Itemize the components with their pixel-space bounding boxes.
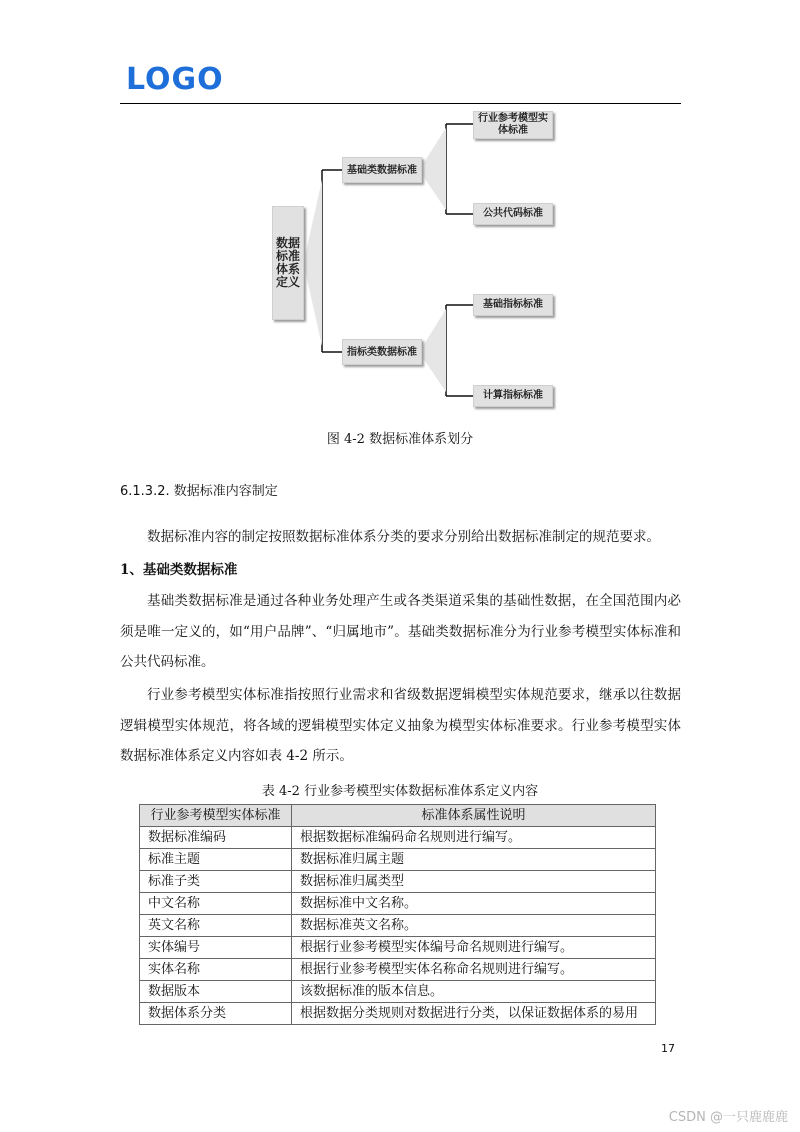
table-row — [140, 981, 656, 1003]
table-cell: 英文名称 — [140, 915, 292, 937]
table-cell: 标准子类 — [140, 871, 292, 893]
section-heading: 6.1.3.2. 数据标准内容制定 — [120, 484, 278, 499]
table-cell: 实体名称 — [140, 959, 292, 981]
standard-definition-table — [139, 804, 656, 1025]
table-header-cell: 标准体系属性说明 — [292, 805, 656, 827]
table-row — [140, 849, 656, 871]
intro-paragraph: 数据标准内容的制定按照数据标准体系分类的要求分别给出数据标准制定的规范要求。 — [147, 529, 660, 545]
table-cell: 根据数据标准编码命名规则进行编写。 — [292, 827, 656, 849]
figure-caption: 图 4-2 数据标准体系划分 — [326, 432, 474, 447]
table-cell: 根据行业参考模型实体名称命名规则进行编写。 — [292, 959, 656, 981]
table-cell: 标准主题 — [140, 849, 292, 871]
table-cell: 根据数据分类规则对数据进行分类，以保证数据体系的易用 — [292, 1003, 656, 1025]
table-cell: 数据标准编码 — [140, 827, 292, 849]
logo: LOGO — [126, 62, 224, 97]
table-row — [140, 959, 656, 981]
table-row — [140, 871, 656, 893]
diagram-connectors — [0, 0, 800, 430]
table-cell: 数据标准中文名称。 — [292, 893, 656, 915]
diagram-root-node: 数据标准体系定义 — [272, 206, 304, 320]
table-caption: 表 4-2 行业参考模型实体数据标准体系定义内容 — [261, 784, 539, 799]
table-row — [140, 1003, 656, 1025]
diagram-branch-indicator: 指标类数据标准 — [342, 339, 422, 365]
standard-hierarchy-diagram — [0, 0, 800, 430]
table-cell: 实体编号 — [140, 937, 292, 959]
table-row — [140, 893, 656, 915]
table-header-row — [140, 805, 656, 827]
industry-model-paragraph: 行业参考模型实体标准指按照行业需求和省级数据逻辑模型实体规范要求，继承以往数据逻辑模型实体规范，将各域的逻辑模型实体定义抽象为模型实体标准要求。行业参考模型实体数据标准体系定义内容如表 4-2 所示。 — [120, 687, 681, 764]
table-cell: 数据体系分类 — [140, 1003, 292, 1025]
diagram-leaf-public-code: 公共代码标准 — [473, 203, 553, 225]
diagram-leaf-basic-indicator: 基础指标标准 — [473, 294, 553, 316]
page-number: 17 — [661, 1042, 675, 1055]
table-cell: 中文名称 — [140, 893, 292, 915]
table-row — [140, 827, 656, 849]
table-cell: 该数据标准的版本信息。 — [292, 981, 656, 1003]
subsection-heading: 1、基础类数据标准 — [120, 562, 238, 578]
watermark: CSDN @一只鹿鹿鹿 — [668, 1110, 788, 1125]
table-row — [140, 915, 656, 937]
table-cell: 数据版本 — [140, 981, 292, 1003]
diagram-branch-basic: 基础类数据标准 — [342, 157, 422, 183]
basic-standard-paragraph: 基础类数据标准是通过各种业务处理产生或各类渠道采集的基础性数据，在全国范围内必须是唯一定义的，如“用户品牌”、“归属地市”。基础类数据标准分为行业参考模型实体标准和公共代码标准。 — [120, 593, 681, 670]
table-row — [140, 937, 656, 959]
diagram-leaf-calc-indicator: 计算指标标准 — [473, 385, 553, 407]
table-cell: 数据标准英文名称。 — [292, 915, 656, 937]
table-cell: 数据标准归属类型 — [292, 871, 656, 893]
diagram-leaf-industry-model: 行业参考模型实体标准 — [473, 111, 553, 139]
table-cell: 根据行业参考模型实体编号命名规则进行编写。 — [292, 937, 656, 959]
table-header-cell: 行业参考模型实体标准 — [140, 805, 292, 827]
table-cell: 数据标准归属主题 — [292, 849, 656, 871]
